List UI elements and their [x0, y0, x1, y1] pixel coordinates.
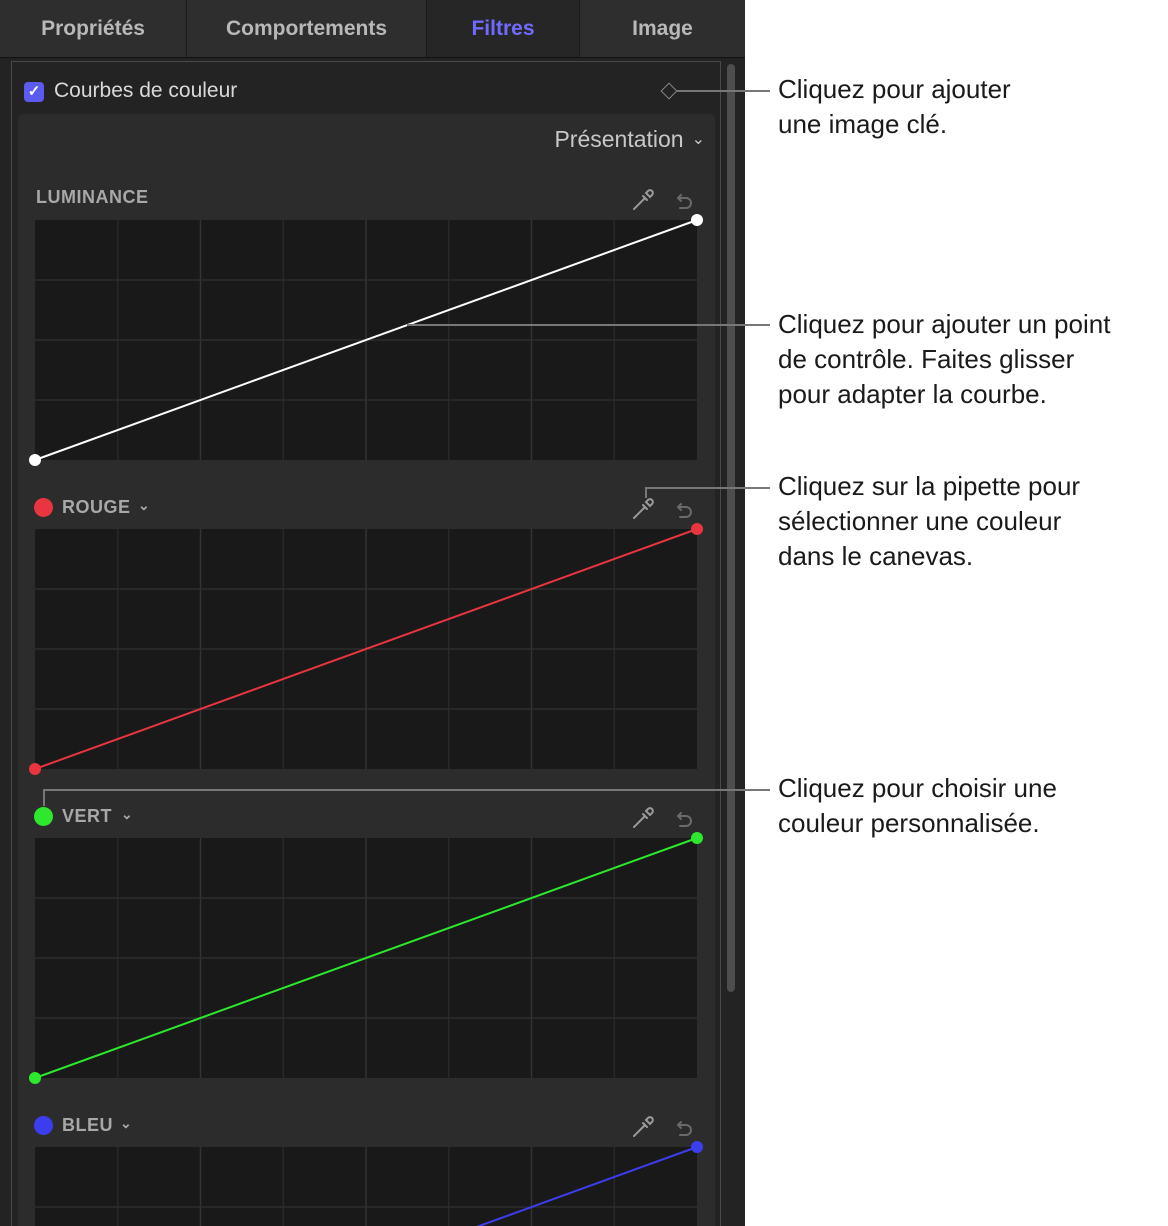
annotation-line: Cliquez pour choisir une: [778, 773, 1057, 803]
annotation-line: Cliquez sur la pipette pour: [778, 471, 1081, 501]
luminance-control-point-end[interactable]: [691, 214, 703, 226]
tab-proprietes[interactable]: Propriétés: [0, 0, 187, 57]
annotation-line: Cliquez pour ajouter un point: [778, 309, 1111, 339]
tab-comportements[interactable]: Comportements: [187, 0, 427, 57]
presentation-label: Présentation: [554, 126, 684, 152]
bleu-label: BLEU: [62, 1115, 113, 1135]
filter-enable-checkbox[interactable]: ✓: [24, 82, 44, 102]
rouge-label: ROUGE: [62, 497, 131, 517]
filter-title: Courbes de couleur: [54, 79, 238, 102]
annotation-line: sélectionner une couleur: [778, 506, 1062, 536]
vert-control-point-end[interactable]: [691, 832, 703, 844]
annotation-line: une image clé.: [778, 109, 948, 139]
annotation-line: de contrôle. Faites glisser: [778, 344, 1075, 374]
annotation-control-point: [778, 307, 1110, 412]
scrollbar[interactable]: [724, 62, 738, 1226]
annotation-line: Cliquez pour ajouter: [778, 74, 1011, 104]
chevron-down-icon[interactable]: ⌄: [121, 806, 133, 822]
vert-label: VERT: [62, 806, 113, 826]
rouge-control-point-end[interactable]: [691, 523, 703, 535]
tab-image[interactable]: Image: [632, 17, 693, 40]
annotation-eyedropper: [778, 469, 1080, 574]
tab-filtres[interactable]: Filtres: [427, 0, 580, 57]
bleu-control-point-end[interactable]: [691, 1141, 703, 1153]
luminance-label: LUMINANCE: [36, 187, 149, 207]
rouge-control-point-start[interactable]: [29, 763, 41, 775]
vert-control-point-start[interactable]: [29, 1072, 41, 1084]
annotation-line: dans le canevas.: [778, 541, 974, 571]
chevron-down-icon[interactable]: ⌄: [138, 497, 150, 513]
annotation-keyframe: [778, 72, 1011, 142]
annotation-line: couleur personnalisée.: [778, 808, 1040, 838]
luminance-control-point-start[interactable]: [29, 454, 41, 466]
annotation-custom-color: [778, 771, 1057, 841]
annotation-line: pour adapter la courbe.: [778, 379, 1047, 409]
chevron-down-icon: ⌄: [691, 131, 705, 148]
scrollbar-thumb[interactable]: [727, 64, 735, 992]
chevron-down-icon[interactable]: ⌄: [120, 1115, 132, 1131]
